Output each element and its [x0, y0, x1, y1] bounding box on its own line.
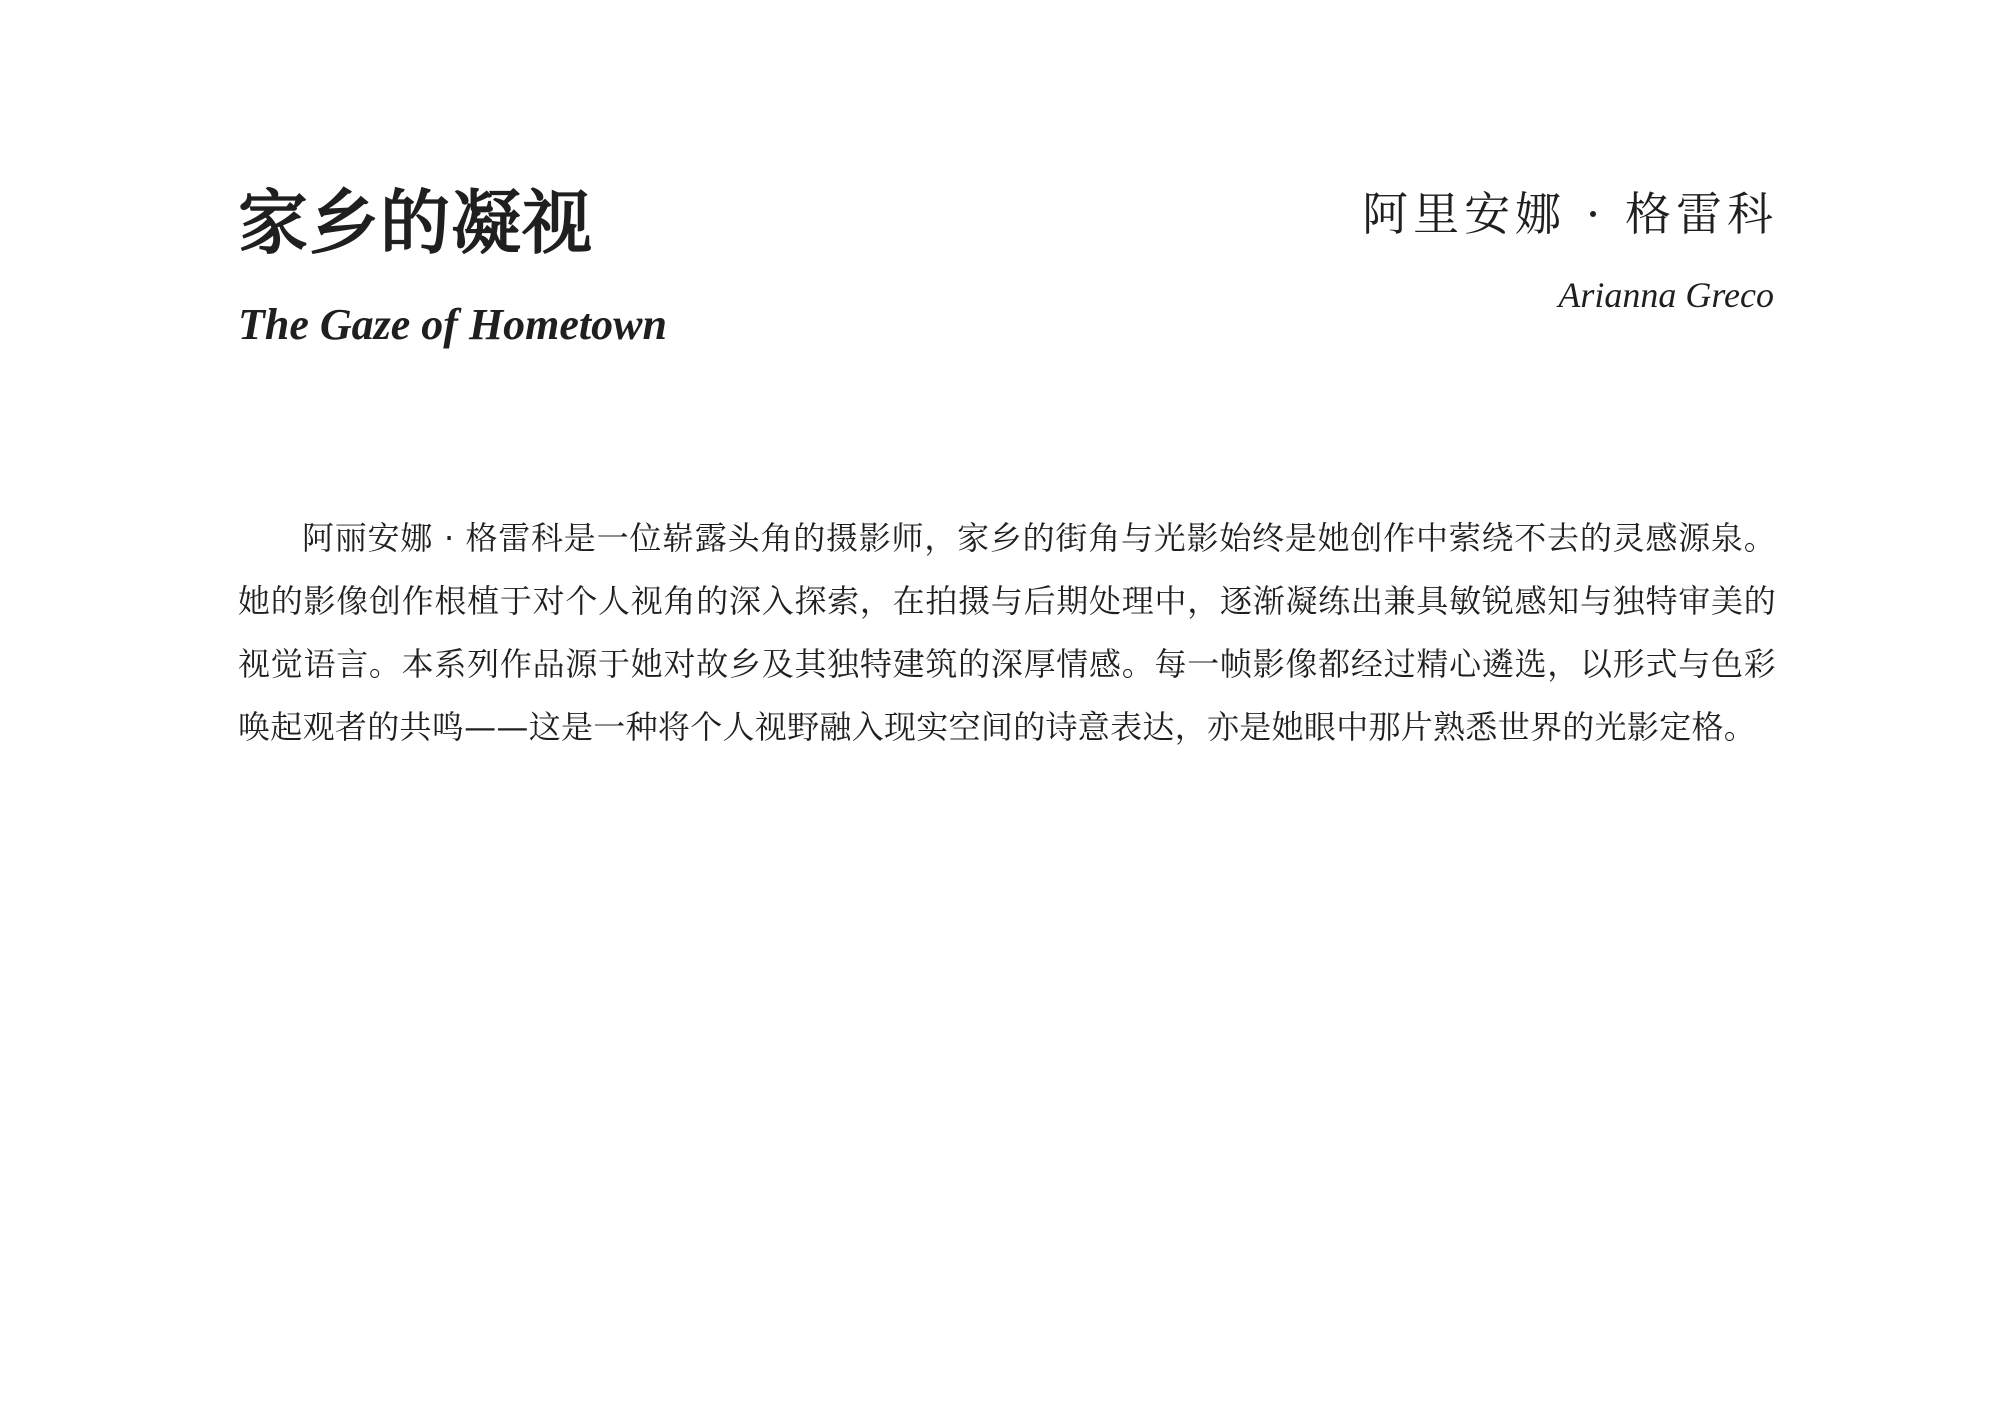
author-name-en: Arianna Greco: [1558, 275, 1774, 315]
author-name-zh: 阿里安娜 · 格雷科: [1362, 187, 1778, 241]
body-paragraph: 阿丽安娜 · 格雷科是一位崭露头角的摄影师，家乡的街角与光影始终是她创作中萦绕不去的灵感源泉。她的影像创作根植于对个人视角的深入探索，在拍摄与后期处理中，逐渐凝练出兼具敏锐感知与独特审美的视觉语言。本系列作品源于她对故乡及其独特建筑的深厚情感。每一帧影像都经过精心遴选，以形式与色彩唤起观者的共鸣——这是一种将个人视野融入现实空间的诗意表达，亦是她眼中那片熟悉世界的光影定格。: [238, 519, 1776, 746]
page-subtitle: The Gaze of Hometown: [238, 300, 667, 349]
page-title: 家乡的凝视: [238, 181, 593, 264]
